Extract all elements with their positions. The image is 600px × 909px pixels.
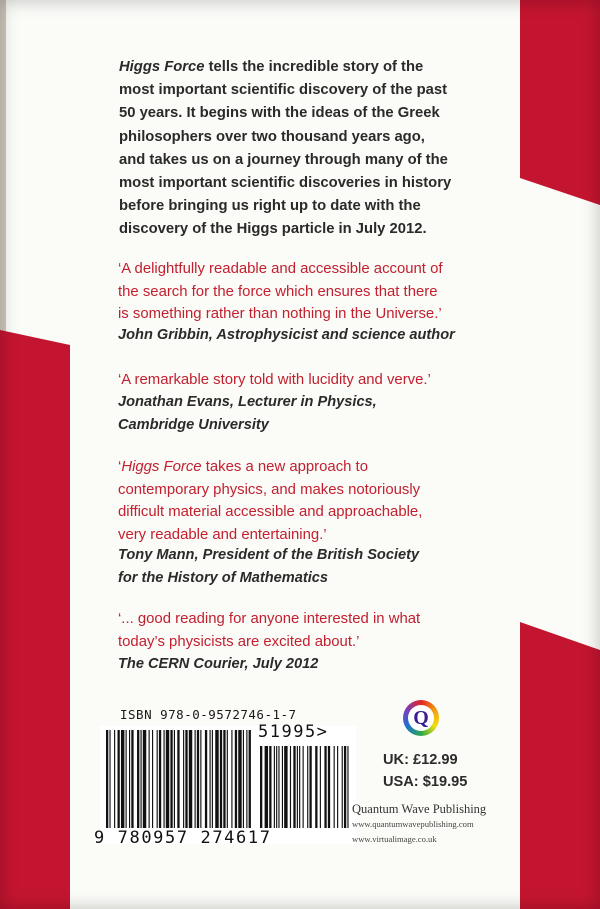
price-barcode-bar bbox=[274, 746, 275, 828]
barcode-bar bbox=[215, 730, 218, 828]
barcode-bar bbox=[195, 730, 196, 828]
price-barcode-bar bbox=[282, 746, 283, 828]
publisher-logo bbox=[403, 700, 439, 736]
barcode bbox=[100, 726, 356, 844]
barcode-bar bbox=[137, 730, 139, 828]
barcode-bar bbox=[141, 730, 142, 828]
quote-3 bbox=[118, 456, 518, 546]
price-barcode-bar bbox=[334, 746, 335, 828]
barcode-bar bbox=[183, 730, 184, 828]
barcode-bar bbox=[210, 730, 211, 828]
price-barcode-bar bbox=[324, 746, 326, 828]
barcode-image bbox=[100, 726, 356, 844]
barcode-bar bbox=[126, 730, 127, 828]
barcode-bar bbox=[238, 730, 241, 828]
book-description bbox=[119, 56, 504, 242]
price-barcode-bar bbox=[315, 746, 317, 828]
right-top-red-band bbox=[520, 0, 600, 205]
price-barcode-bar bbox=[347, 746, 348, 828]
price-uk: UK: £12.99 bbox=[383, 752, 458, 768]
barcode-bar bbox=[200, 730, 201, 828]
barcode-bar bbox=[121, 730, 124, 828]
barcode-bar bbox=[177, 730, 179, 828]
barcode-bar bbox=[174, 730, 175, 828]
quote-1-attribution: John Gribbin, Astrophysicist and science author bbox=[118, 327, 455, 343]
barcode-bar bbox=[170, 730, 172, 828]
right-bottom-red-band bbox=[520, 622, 600, 909]
price-barcode-bar bbox=[320, 746, 321, 828]
barcode-bar bbox=[109, 730, 110, 828]
barcode-bar bbox=[197, 730, 199, 828]
barcode-bar bbox=[185, 730, 187, 828]
barcode-bar bbox=[131, 730, 133, 828]
barcode-bar bbox=[223, 730, 225, 828]
barcode-bar bbox=[106, 730, 108, 828]
barcode-bar bbox=[149, 730, 150, 828]
book-description-text: tells the incredible story of the most important scientific discovery of the past 50 years. It begins with the ideas of the Greek philosophers over two thousand years ago, and takes us on a journey through many of the most important scientific discoveries in history before bringing us right up to date with the discovery of the Higgs particle in July 2012. bbox=[119, 59, 452, 238]
quote-3-text: takes a new approach to contemporary physics, and makes notoriously difficult material accessible and approachable, very readable and entertaining.’ bbox=[118, 459, 423, 543]
price-barcode-bar bbox=[337, 746, 338, 828]
barcode-bar bbox=[231, 730, 232, 828]
barcode-bar bbox=[243, 730, 244, 828]
price-barcode-bar bbox=[303, 746, 304, 828]
barcode-bar bbox=[205, 730, 207, 828]
price-barcode-bar bbox=[328, 746, 330, 828]
barcode-digits: 9 780957 274617 bbox=[94, 828, 272, 848]
barcode-bar bbox=[129, 730, 130, 828]
quote-3-title-italic: Higgs Force bbox=[121, 459, 202, 475]
barcode-price-code: 51995> bbox=[258, 722, 329, 742]
barcode-bar bbox=[235, 730, 237, 828]
price-barcode-bar bbox=[278, 746, 279, 828]
isbn-label: ISBN 978-0-9572746-1-7 bbox=[120, 707, 297, 722]
publisher-name: Quantum Wave Publishing bbox=[352, 802, 487, 816]
quote-2-attribution: Jonathan Evans, Lecturer in Physics, Cambridge University bbox=[118, 394, 377, 433]
quote-2-text: ‘A remarkable story told with lucidity and verve.’ bbox=[118, 372, 431, 388]
book-title-italic: Higgs Force bbox=[119, 59, 205, 75]
price-barcode-bar bbox=[344, 746, 346, 828]
left-red-band bbox=[0, 330, 70, 909]
quote-1-text: ‘A delightfully readable and accessible account of the search for the force which ensures that there is something rather than nothing in the Universe.’ bbox=[118, 261, 443, 323]
price-barcode-bar bbox=[265, 746, 268, 828]
quote-3-open-mark: ‘ bbox=[118, 459, 122, 475]
price-barcode-bar bbox=[284, 746, 287, 828]
publisher-url-2: www.virtualimage.co.uk bbox=[352, 834, 437, 844]
price-barcode-bar bbox=[307, 746, 308, 828]
price-barcode-bar bbox=[299, 746, 300, 828]
barcode-bar bbox=[246, 730, 247, 828]
quote-4-attribution: The CERN Courier, July 2012 bbox=[118, 656, 319, 672]
barcode-bar bbox=[166, 730, 169, 828]
barcode-bar bbox=[249, 730, 251, 828]
price-barcode-bar bbox=[293, 746, 295, 828]
barcode-bar bbox=[212, 730, 213, 828]
barcode-bar bbox=[159, 730, 161, 828]
price-barcode-bar bbox=[297, 746, 298, 828]
barcode-bar bbox=[152, 730, 153, 828]
barcode-bar bbox=[227, 730, 228, 828]
barcode-bar bbox=[143, 730, 146, 828]
quote-3-attribution: Tony Mann, President of the British Society for the History of Mathematics bbox=[118, 547, 420, 586]
price-barcode-bar bbox=[309, 746, 311, 828]
price-barcode-bar bbox=[342, 746, 343, 828]
barcode-bar bbox=[157, 730, 158, 828]
price-barcode-bar bbox=[269, 746, 271, 828]
publisher-logo-letter: Q bbox=[408, 705, 434, 731]
price-barcode-bar bbox=[290, 746, 291, 828]
barcode-bar bbox=[114, 730, 115, 828]
barcode-bar bbox=[118, 730, 120, 828]
price-barcode-bar bbox=[260, 746, 262, 828]
barcode-bar bbox=[189, 730, 192, 828]
price-barcode-bar bbox=[276, 746, 277, 828]
quote-4-text: ‘... good reading for anyone interested in what today’s physicists are excited about.’ bbox=[118, 611, 421, 650]
price-usa: USA: $19.95 bbox=[383, 774, 468, 790]
publisher-url-1: www.quantumwavepublishing.com bbox=[352, 819, 474, 829]
barcode-bar bbox=[220, 730, 222, 828]
barcode-bar bbox=[164, 730, 165, 828]
